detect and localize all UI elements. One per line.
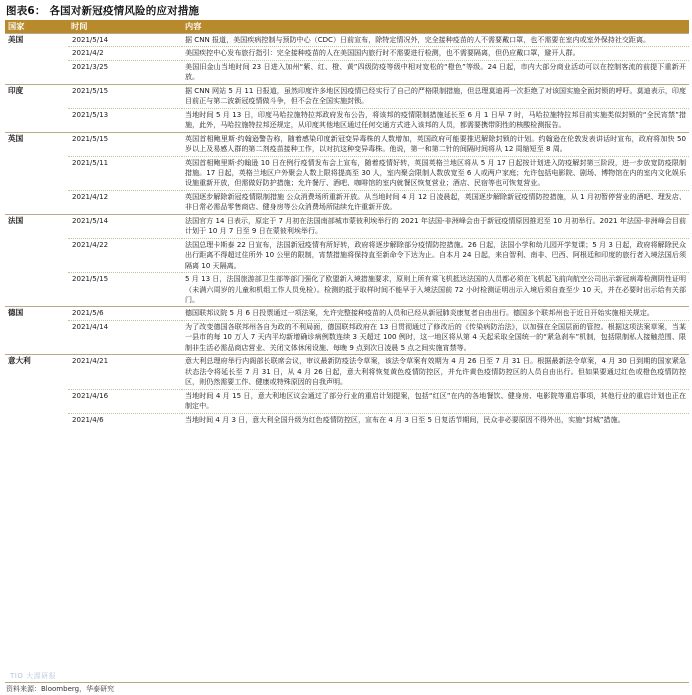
country-cell: 法国 xyxy=(5,214,68,238)
date-cell: 2021/5/15 xyxy=(68,84,182,108)
content-cell: 据 CNN 网站 5 月 11 日报道，虽然印度许多地区因疫情已经实行了自己的严格限制措施，但总理莫迪再一次拒绝了对该国实施全面封锁的呼吁。莫迪表示，印度目前正与第二波新冠疫情做斗争，但不会在全国实施封锁。 xyxy=(182,84,689,108)
country-cell xyxy=(5,320,68,354)
country-cell: 德国 xyxy=(5,307,68,320)
table-row xyxy=(5,238,689,272)
table-row xyxy=(5,84,689,108)
date-cell: 2021/4/22 xyxy=(68,238,182,272)
table-row xyxy=(5,108,689,132)
table-row xyxy=(5,389,689,413)
date-cell: 2021/4/21 xyxy=(68,355,182,389)
header-country: 国家 xyxy=(5,20,68,34)
source-note: 资料来源：Bloomberg，华泰研究 xyxy=(6,685,115,693)
country-cell: 美国 xyxy=(5,34,68,47)
content-cell: 为了改变德国各联邦州各自为政的不利局面，德国联邦政府在 13 日贯彻通过了修改后的《传染病防治法》，以加强在全国层面的管控。根据这项法案草案，当某一县市的每 10 万人 7 天内平均新增确诊病例数连续 3 天超过 100 例时，这一地区将从第 4 天起采取全国统一的“紧急刹车”机制，包括限制私人接触范围、限制非生活必需品商店营业、关闭文体休闲设施、每晚 9 点到次日凌晨 5 点之间实施宵禁等。 xyxy=(182,320,689,354)
header-content: 内容 xyxy=(182,20,689,34)
content-cell: 英国首相鲍里斯·约翰逊警告称，随着感染印度新冠变异毒株的人数增加，英国政府可能要推迟解除封锁的计划。约翰逊在伦敦发表讲话时宣布，政府将加快 50 岁以上及易感人群的第二剂疫苗接种工作，以对抗这种变异毒株。他说，第一和第二针的间隔时间将从 12 周缩短至 8 周。 xyxy=(182,132,689,156)
date-cell: 2021/3/25 xyxy=(68,60,182,84)
date-cell: 2021/5/11 xyxy=(68,156,182,190)
country-cell xyxy=(5,273,68,307)
content-cell: 据 CNN 报道，美国疾病控制与预防中心（CDC）日前宣布，除特定情况外，完全接种疫苗的人不需要戴口罩，也不需要在室内或室外保持社交距离。 xyxy=(182,34,689,47)
date-cell: 2021/4/6 xyxy=(68,413,182,426)
table-row xyxy=(5,214,689,238)
content-cell: 美国旧金山当地时间 23 日进入加州“紫、红、橙、黄”四级防疫等级中相对宽松的“橙色”等级。24 日起，市内大部分商业活动可以在控制客流的前提下重新开放。 xyxy=(182,60,689,84)
date-cell: 2021/4/16 xyxy=(68,389,182,413)
country-cell xyxy=(5,108,68,132)
table-row xyxy=(5,320,689,354)
table-row xyxy=(5,413,689,426)
figure-title: 图表6： 各国对新冠疫情风险的应对措施 xyxy=(6,5,200,17)
table-header-row xyxy=(5,20,689,34)
content-cell: 5 月 13 日，法国旅游部卫生部等部门强化了欧盟新入境措施要求，原则上所有乘飞机抵达法国的人员都必须在飞机起飞前向航空公司出示新冠病毒检测阴性证明（未满六周岁的儿童和机组工作人员免检）。检测的抵于取样时间不能早于入境法国前 72 小时检测证明出示入境后须自查至少 10 天，并在必要时出示给有关部门。 xyxy=(182,273,689,307)
content-cell: 德国联邦议院 5 月 6 日投票通过一项法案，允许完整接种疫苗的人员和已经从新冠肺炎康复者自由出行。德国多个联邦州也于近日开始实施相关规定。 xyxy=(182,307,689,320)
country-cell xyxy=(5,47,68,60)
content-cell: 意大利总理府举行内阁部长联席会议，审议最新防疫法令草案，该法令草案有效期为 4 月 26 日至 7 月 31 日。根据最新法令草案，4 月 30 日到期的国家紧急状态法令将延长至 7 月 31 日，从 4 月 26 日起，意大利将恢复黄色疫情防控区，并允许黄色疫情防控区的人员自由出行。但如果要通过红色或橙色疫情防控区，则仍然需要工作、健康或特殊原因的自我声明。 xyxy=(182,355,689,389)
country-cell xyxy=(5,238,68,272)
content-cell: 当地时间 4 月 3 日，意大利全国升级为红色疫情防控区，宣布在 4 月 3 日至 5 日复活节期间，民众非必要原因不得外出，实施“封城”措施。 xyxy=(182,413,689,426)
content-cell: 法国官方 14 日表示，原定于 7 月初在法国南部城市蒙彼利埃举行的 2021 年法国-非洲峰会由于新冠疫情原因推迟至 10 月初举行。2021 年法国-非洲峰会目前计划于 10 月 7 日至 9 日在蒙彼利埃举行。 xyxy=(182,214,689,238)
country-cell: 意大利 xyxy=(5,355,68,389)
country-cell xyxy=(5,190,68,214)
date-cell: 2021/5/13 xyxy=(68,108,182,132)
table-row xyxy=(5,307,689,320)
date-cell: 2021/4/12 xyxy=(68,190,182,214)
table-row xyxy=(5,34,689,47)
table-row xyxy=(5,156,689,190)
date-cell: 2021/5/14 xyxy=(68,214,182,238)
table-row xyxy=(5,47,689,60)
country-cell xyxy=(5,156,68,190)
country-cell xyxy=(5,389,68,413)
table-row xyxy=(5,132,689,156)
content-cell: 法国总理卡斯泰 22 日宣布，法国新冠疫情有所好转，政府将逐步解除部分疫情防控措施。26 日起，法国小学和幼儿园开学复课；5 月 3 日起，政府将解除民众出行距离不得超过住所外 10 公里的限制，宵禁措施将保持直至新命令下达为止。自本月 24 日起，来自智利、南非、巴西、阿根廷和印度的旅行者入境法国后须隔离 10 天隔离。 xyxy=(182,238,689,272)
table-row xyxy=(5,355,689,389)
table-row xyxy=(5,190,689,214)
table-bottom-rule xyxy=(5,682,689,683)
date-cell: 2021/5/6 xyxy=(68,307,182,320)
date-cell: 2021/4/14 xyxy=(68,320,182,354)
content-cell: 当地时间 5 月 13 日，印度马哈拉施特拉邦政府发布公告，将该邦的疫情限制措施延长至 6 月 1 日早 7 时，马哈拉施特拉邦目前实施类似封锁的“全民宵禁”措施，此外，马哈拉施特拉邦还规定，从印度其他地区通过任何交通方式进入该邦的人员，都需要携带阴性的核酸检测报告。 xyxy=(182,108,689,132)
content-cell: 美国疾控中心发布旅行指引：完全接种疫苗的人在美国国内旅行时不需要进行检测，也不需要隔离，但仍应戴口罩，避开人群。 xyxy=(182,47,689,60)
content-cell: 当地时间 4 月 15 日，意大利地区议会通过了部分行业的重启计划提案，包括“红区”在内的各地餐饮、健身房、电影院等重启事项，其他行业的重启计划也正在制定中。 xyxy=(182,389,689,413)
watermark: TIO 大源研报 xyxy=(10,672,57,680)
content-cell: 英国逐步解除新冠疫情限制措施 公众消费场所重新开放。从当地时间 4 月 12 日凌晨起，英国逐步解除新冠疫情防控措施，从 1 月初暂停营业的酒吧、理发店、非日常必需品零售商店、健身房等公众消费场所陆续允许重新开放。 xyxy=(182,190,689,214)
content-cell: 英国首相鲍里斯·约翰逊 10 日在例行疫情发布会上宣布，随着疫情好转，英国英格兰地区将从 5 月 17 日起按计划进入防疫解封第三阶段，进一步放宽防疫限制措施。17 日起，英格兰地区户外聚会人数上限将提高至 30 人，室内聚会限制人数放宽至 6 人或两户家庭；允许包括电影院、剧场、博物馆在内的室内文化娱乐设施重新开放，但需做好防护措施；允许餐厅、酒吧、咖啡馆的室内就餐区恢复营业；酒店、民宿等也可恢复营业。 xyxy=(182,156,689,190)
country-cell xyxy=(5,413,68,426)
country-cell: 英国 xyxy=(5,132,68,156)
header-time: 时间 xyxy=(68,20,182,34)
date-cell: 2021/4/2 xyxy=(68,47,182,60)
date-cell: 2021/5/15 xyxy=(68,273,182,307)
country-cell xyxy=(5,60,68,84)
date-cell: 2021/5/15 xyxy=(68,132,182,156)
date-cell: 2021/5/14 xyxy=(68,34,182,47)
table-row xyxy=(5,273,689,307)
country-cell: 印度 xyxy=(5,84,68,108)
table-row xyxy=(5,60,689,84)
measures-table xyxy=(5,20,689,426)
